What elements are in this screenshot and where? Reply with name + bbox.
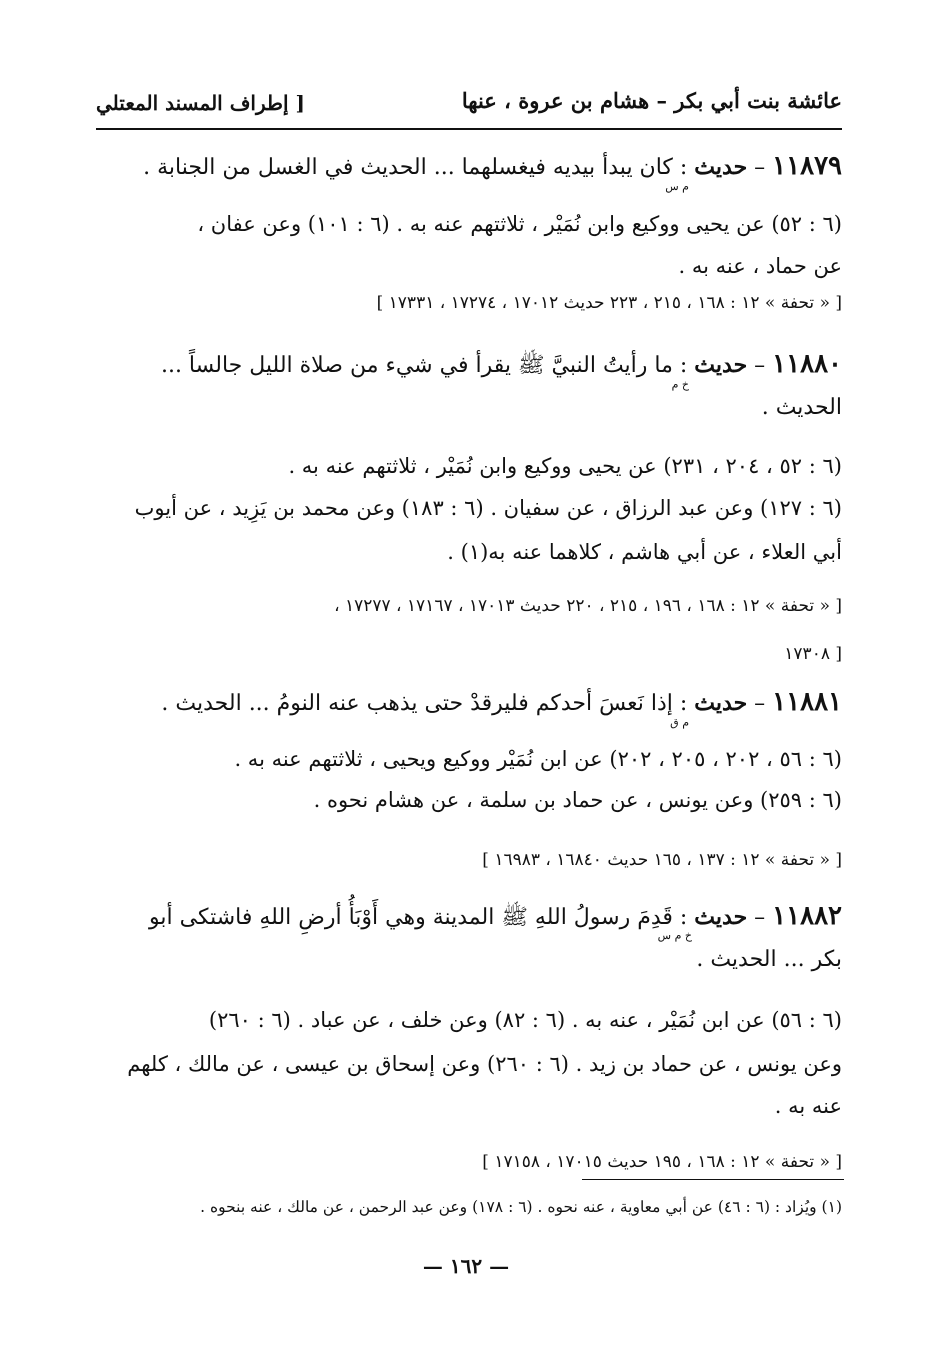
entry-keyword: حديث <box>694 154 748 180</box>
entry-chain-line: (٦ : ٥٦ ، ٢٠٢ ، ٢٠٥ ، ٢٠٢) عن ابن نُمَيْر ووكيع ويحيى ، ثلاثتهم عنه به . <box>234 747 842 771</box>
entry-keyword: حديث <box>694 690 748 716</box>
entry-text: : ما رأيتُ النبيَّ ﷺ يقرأ في شيء من صلاة الليل جالساً ... <box>160 353 688 378</box>
entry-number: ١١٨٧٩ <box>772 151 842 181</box>
entry-heading-11880: ١١٨٨٠ – حديث : ما رأيتُ النبيَّ ﷺ يقرأ في شيء من صلاة الليل جالساً ... <box>160 349 842 379</box>
entry-chain-line: عن حماد ، عنه به . <box>678 254 842 278</box>
entry-text-continuation: بكر ... الحديث . <box>696 947 842 972</box>
entry-tuhfa-ref: [ « تحفة » ١٢ : ١٦٨ ، ١٩٦ ، ٢١٥ ، ٢٢٠ حديث ١٧٠١٣ ، ١٧١٦٧ ، ١٧٢٧٧ ، <box>334 596 842 616</box>
entry-sigla: م ق <box>670 716 689 729</box>
entry-chain-line: أبي العلاء ، عن أبي هاشم ، كلاهما عنه به(١) . <box>447 540 842 564</box>
entry-tuhfa-ref-cont: ١٧٣٠٨ ] <box>784 644 842 664</box>
entry-chain-line: (٦ : ٥٢) عن يحيى ووكيع وابن نُمَيْر ، ثلاثتهم عنه به . (٦ : ١٠١) وعن عفان ، <box>197 212 842 236</box>
entry-keyword: حديث <box>694 352 748 378</box>
footnote: (١) ويُزاد : (٦ : ٤٦) عن أبي معاوية ، عنه نحوه . (٦ : ١٧٨) وعن عبد الرحمن ، عن مالك ، عنه بنحوه . <box>200 1198 842 1216</box>
entry-chain-line: (٦ : ٢٥٩) وعن يونس ، عن حماد بن سلمة ، عن هشام نحوه . <box>313 788 842 812</box>
entry-number: ١١٨٨١ <box>772 687 842 717</box>
running-header-title: عائشة بنت أبي بكر – هشام بن عروة ، عنها <box>461 88 842 113</box>
entry-text: : إذا نَعسَ أحدكم فليرقدْ حتى يذهب عنه النومُ ... الحديث . <box>161 691 688 716</box>
entry-number: ١١٨٨٢ <box>772 901 842 931</box>
entry-text: : قَدِمَ رسولُ اللهِ ﷺ المدينة وهي أَوْبَأُ أرضِ اللهِ فاشتكى أبو <box>149 905 688 930</box>
page-number: — ١٦٢ — <box>422 1254 510 1278</box>
header-divider <box>96 128 842 130</box>
entry-heading-11882: ١١٨٨٢ – حديث : قَدِمَ رسولُ اللهِ ﷺ المدينة وهي أَوْبَأُ أرضِ اللهِ فاشتكى أبو <box>149 901 842 931</box>
entry-heading-11879: ١١٨٧٩ – حديث : كان يبدأ بيديه فيغسلهما ... الحديث في الغسل من الجنابة . <box>143 151 842 181</box>
entry-heading-11881: ١١٨٨١ – حديث : إذا نَعسَ أحدكم فليرقدْ حتى يذهب عنه النومُ ... الحديث . <box>161 687 842 717</box>
entry-tuhfa-ref: [ « تحفة » ١٢ : ١٣٧ ، ١٦٥ حديث ١٦٨٤٠ ، ١٦٩٨٣ ] <box>482 850 842 870</box>
entry-keyword: حديث <box>694 904 748 930</box>
entry-text-continuation: الحديث . <box>761 395 842 420</box>
entry-text: : كان يبدأ بيديه فيغسلهما ... الحديث في الغسل من الجنابة . <box>143 155 688 180</box>
entry-tuhfa-ref: [ « تحفة » ١٢ : ١٦٨ ، ١٩٥ حديث ١٧٠١٥ ، ١٧١٥٨ ] <box>482 1152 842 1172</box>
running-header-book: [ إطراف المسند المعتلي <box>96 91 305 115</box>
entry-tuhfa-ref: [ « تحفة » ١٢ : ١٦٨ ، ٢١٥ ، ٢٢٣ حديث ١٧٠١٢ ، ١٧٢٧٤ ، ١٧٣٣١ ] <box>376 293 842 313</box>
entry-sigla: خ م <box>671 378 689 391</box>
entry-chain-line: (٦ : ٥٦) عن ابن نُمَيْر ، عنه به . (٦ : ٨٢) وعن خلف ، عن عباد . (٦ : ٢٦٠) <box>208 1008 842 1032</box>
entry-chain-line: (٦ : ٥٢ ، ٢٠٤ ، ٢٣١) عن يحيى ووكيع وابن نُمَيْر ، ثلاثتهم عنه به . <box>288 454 842 478</box>
entry-chain-line: عنه به . <box>774 1094 842 1118</box>
footnote-divider <box>582 1179 844 1180</box>
entry-sigla: م س <box>665 180 689 193</box>
entry-sigla: خ م س <box>657 929 692 942</box>
entry-chain-line: وعن يونس ، عن حماد بن زيد . (٦ : ٢٦٠) وعن إسحاق بن عيسى ، عن مالك ، كلهم <box>127 1052 842 1076</box>
entry-chain-line: (٦ : ١٢٧) وعن عبد الرزاق ، عن سفيان . (٦ : ١٨٣) وعن محمد بن يَزِيد ، عن أيوب <box>134 496 842 520</box>
entry-number: ١١٨٨٠ <box>772 349 842 379</box>
